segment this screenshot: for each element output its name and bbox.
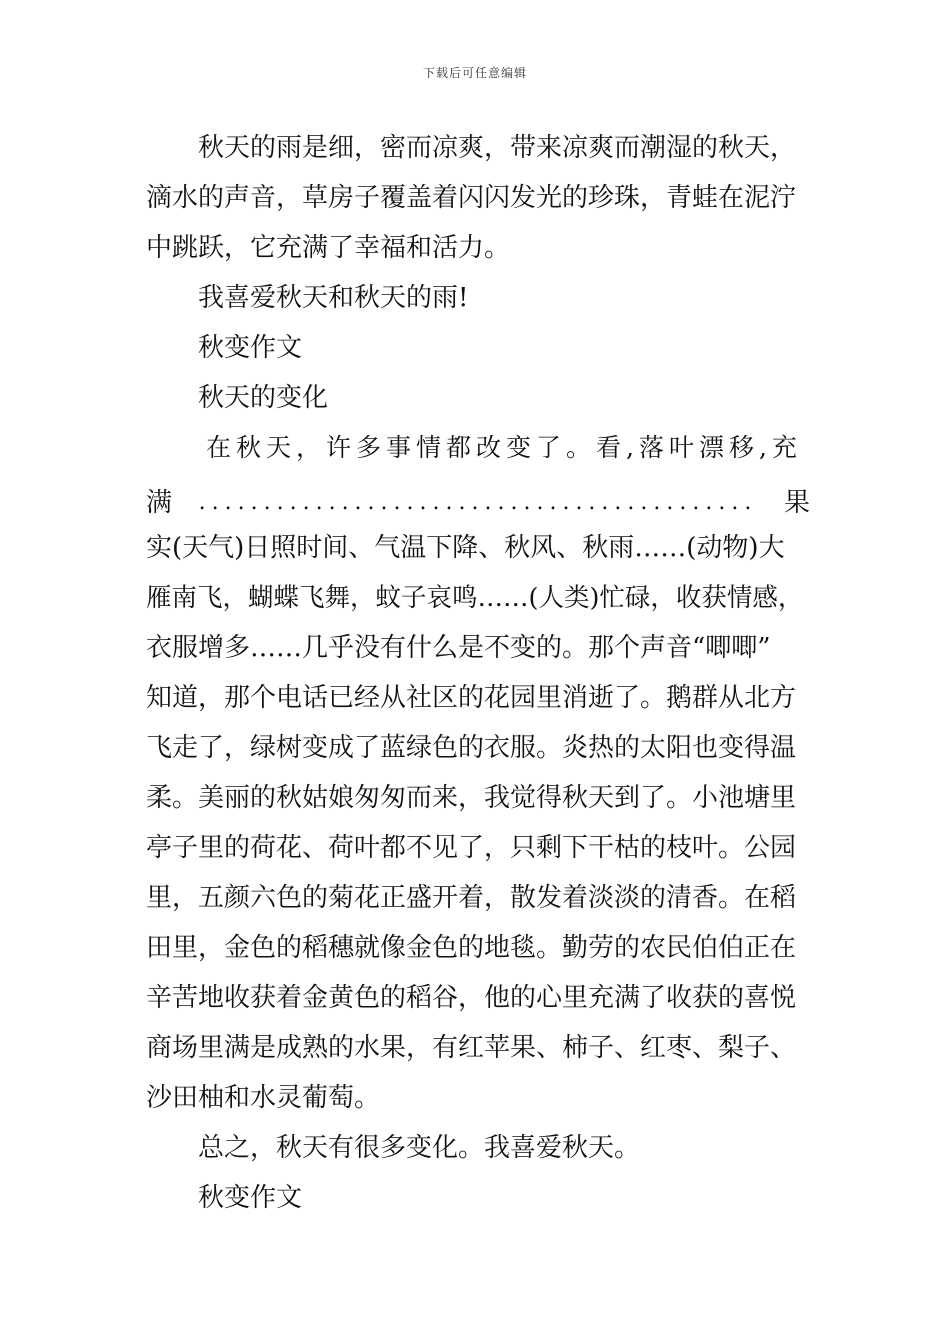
leader-dots-line — [146, 478, 810, 528]
section-heading: 秋变作文 — [198, 1183, 303, 1213]
section-heading: 秋变作文 — [198, 333, 303, 363]
leader-dots: ........................................... — [198, 490, 758, 515]
paragraph-line: 总之，秋天有很多变化。我喜爱秋天。 — [198, 1133, 641, 1163]
paragraph-line: 中跳跃，它充满了幸福和活力。 — [146, 233, 511, 263]
paragraph-line: 里，五颜六色的菊花正盛开着，散发着淡淡的清香。在稻 — [146, 883, 797, 913]
page-header-note: 下载后可任意编辑 — [422, 66, 527, 80]
paragraph-line: 实(天气)日照时间、气温下降、秋风、秋雨……(动物)大 — [146, 533, 785, 563]
paragraph-line: 知道，那个电话已经从社区的花园里消逝了。鹅群从北方 — [146, 683, 797, 713]
paragraph-line: 雁南飞，蝴蝶飞舞，蚊子哀鸣……(人类)忙碌，收获情感， — [146, 583, 804, 613]
document-body — [146, 128, 810, 1228]
paragraph-fragment: 满 — [146, 488, 173, 518]
paragraph-line: 我喜爱秋天和秋天的雨! — [198, 283, 469, 313]
paragraph-line: 衣服增多……几乎没有什么是不变的。那个声音“唧唧” — [146, 633, 771, 663]
paragraph-line: 辛苦地收获着金黄色的稻谷，他的心里充满了收获的喜悦 — [146, 983, 797, 1013]
paragraph-line: 商场里满是成熟的水果，有红苹果、柿子、红枣、梨子、 — [146, 1033, 797, 1063]
paragraph-line: 飞走了，绿树变成了蓝绿色的衣服。炎热的太阳也变得温 — [146, 733, 797, 763]
paragraph-line: 田里，金色的稻穗就像金色的地毯。勤劳的农民伯伯正在 — [146, 933, 797, 963]
paragraph-line: 在秋天，许多事情都改变了。看,落叶漂移,充 — [206, 433, 802, 462]
paragraph-line: 秋天的雨是细，密而凉爽，带来凉爽而潮湿的秋天， — [198, 133, 797, 163]
paragraph-line: 滴水的声音，草房子覆盖着闪闪发光的珍珠，青蛙在泥泞 — [146, 183, 797, 213]
paragraph-line: 沙田柚和水灵葡萄。 — [146, 1083, 381, 1113]
paragraph-line: 柔。美丽的秋姑娘匆匆而来，我觉得秋天到了。小池塘里 — [146, 783, 797, 813]
paragraph-line: 亭子里的荷花、荷叶都不见了，只剩下干枯的枝叶。公园 — [146, 833, 797, 863]
paragraph-fragment: 果 — [783, 488, 810, 518]
article-title: 秋天的变化 — [198, 383, 329, 413]
